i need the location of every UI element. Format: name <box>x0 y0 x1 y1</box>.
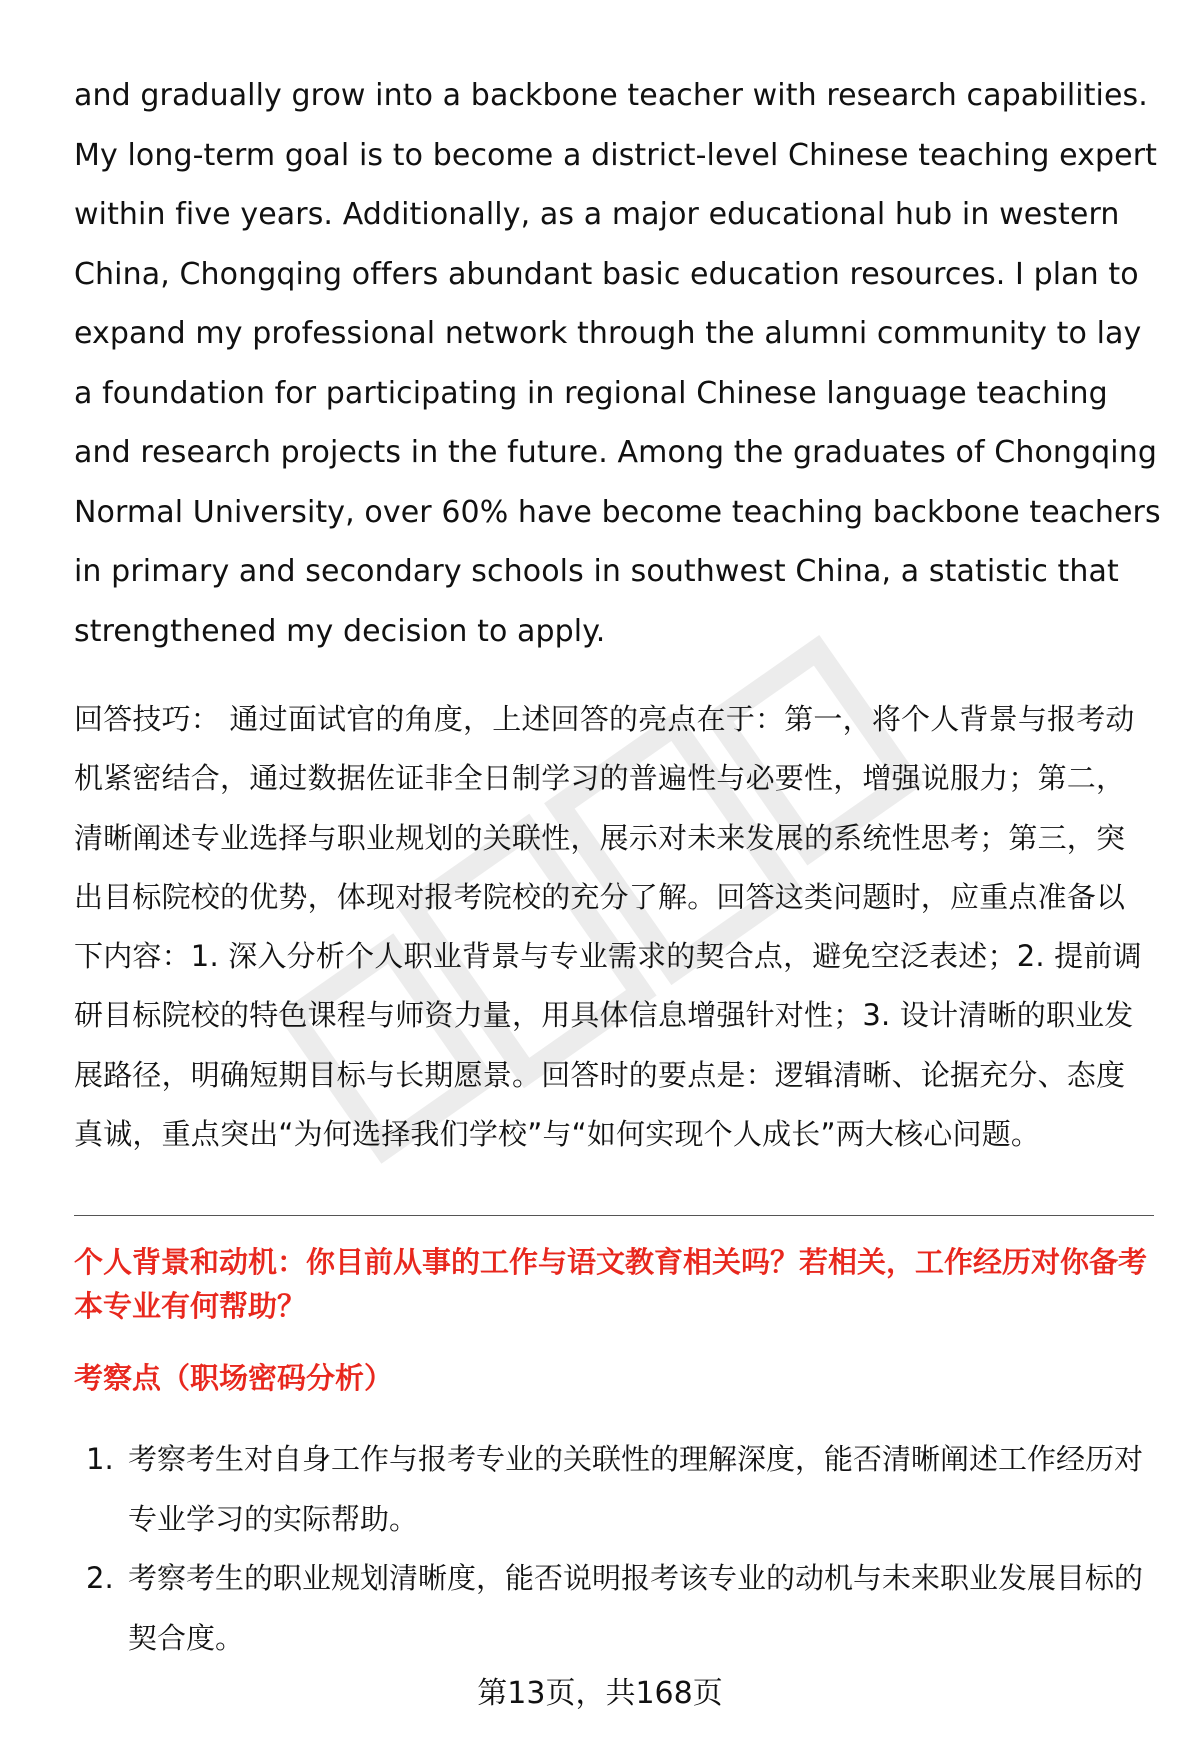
list-item-number: 2. <box>86 1561 114 1595</box>
section-divider <box>74 1215 1154 1216</box>
assessment-points-heading: 考察点（职场密码分析） <box>74 1361 394 1395</box>
list-item-number: 1. <box>86 1442 114 1476</box>
english-answer-paragraph: and gradually grow into a backbone teacher with research capabilities. My long-term goal is to become a district-level Chinese teaching expert within five years. Additionally, as a major educational hub in western China, Chongqing offers abundant basic education resources. I plan to expand my professional network through the alumni community to lay a foundation for participating in regional Chinese language teaching and research projects in the future. Among the graduates of Chongqing Normal University, over 60% have become teaching backbone teachers in primary and secondary schools in southwest China, a statistic that strengthened my decision to apply. <box>74 78 1161 649</box>
question-heading: 个人背景和动机：你目前从事的工作与语文教育相关吗？若相关，工作经历对你备考本专业有何帮助？ <box>74 1245 1148 1323</box>
list-item-text: 考察考生对自身工作与报考专业的关联性的理解深度，能否清晰阐述工作经历对专业学习的实际帮助。 <box>128 1442 1144 1536</box>
assessment-points-list <box>74 1430 1164 1668</box>
list-item-text: 考察考生的职业规划清晰度，能否说明报考该专业的动机与未来职业发展目标的契合度。 <box>128 1561 1144 1655</box>
list-item <box>74 1549 1164 1668</box>
page-footer: 第13页，共168页 <box>477 1676 723 1711</box>
answer-tips-paragraph: 回答技巧： 通过面试官的角度，上述回答的亮点在于：第一，将个人背景与报考动机紧密结合，通过数据佐证非全日制学习的普遍性与必要性，增强说服力；第二，清晰阐述专业选择与职业规划的关联性，展示对未来发展的系统性思考；第三，突出目标院校的优势，体现对报考院校的充分了解。回答这类问题时，应重点准备以下内容：1. 深入分析个人职业背景与专业需求的契合点，避免空泛表述；2. 提前调研目标院校的特色课程与师资力量，用具体信息增强针对性；3. 设计清晰的职业发展路径，明确短期目标与长期愿景。回答时的要点是：逻辑清晰、论据充分、态度真诚，重点突出“为何选择我们学校”与“如何实现个人成长”两大核心问题。 <box>74 702 1142 1152</box>
list-item <box>74 1430 1164 1549</box>
